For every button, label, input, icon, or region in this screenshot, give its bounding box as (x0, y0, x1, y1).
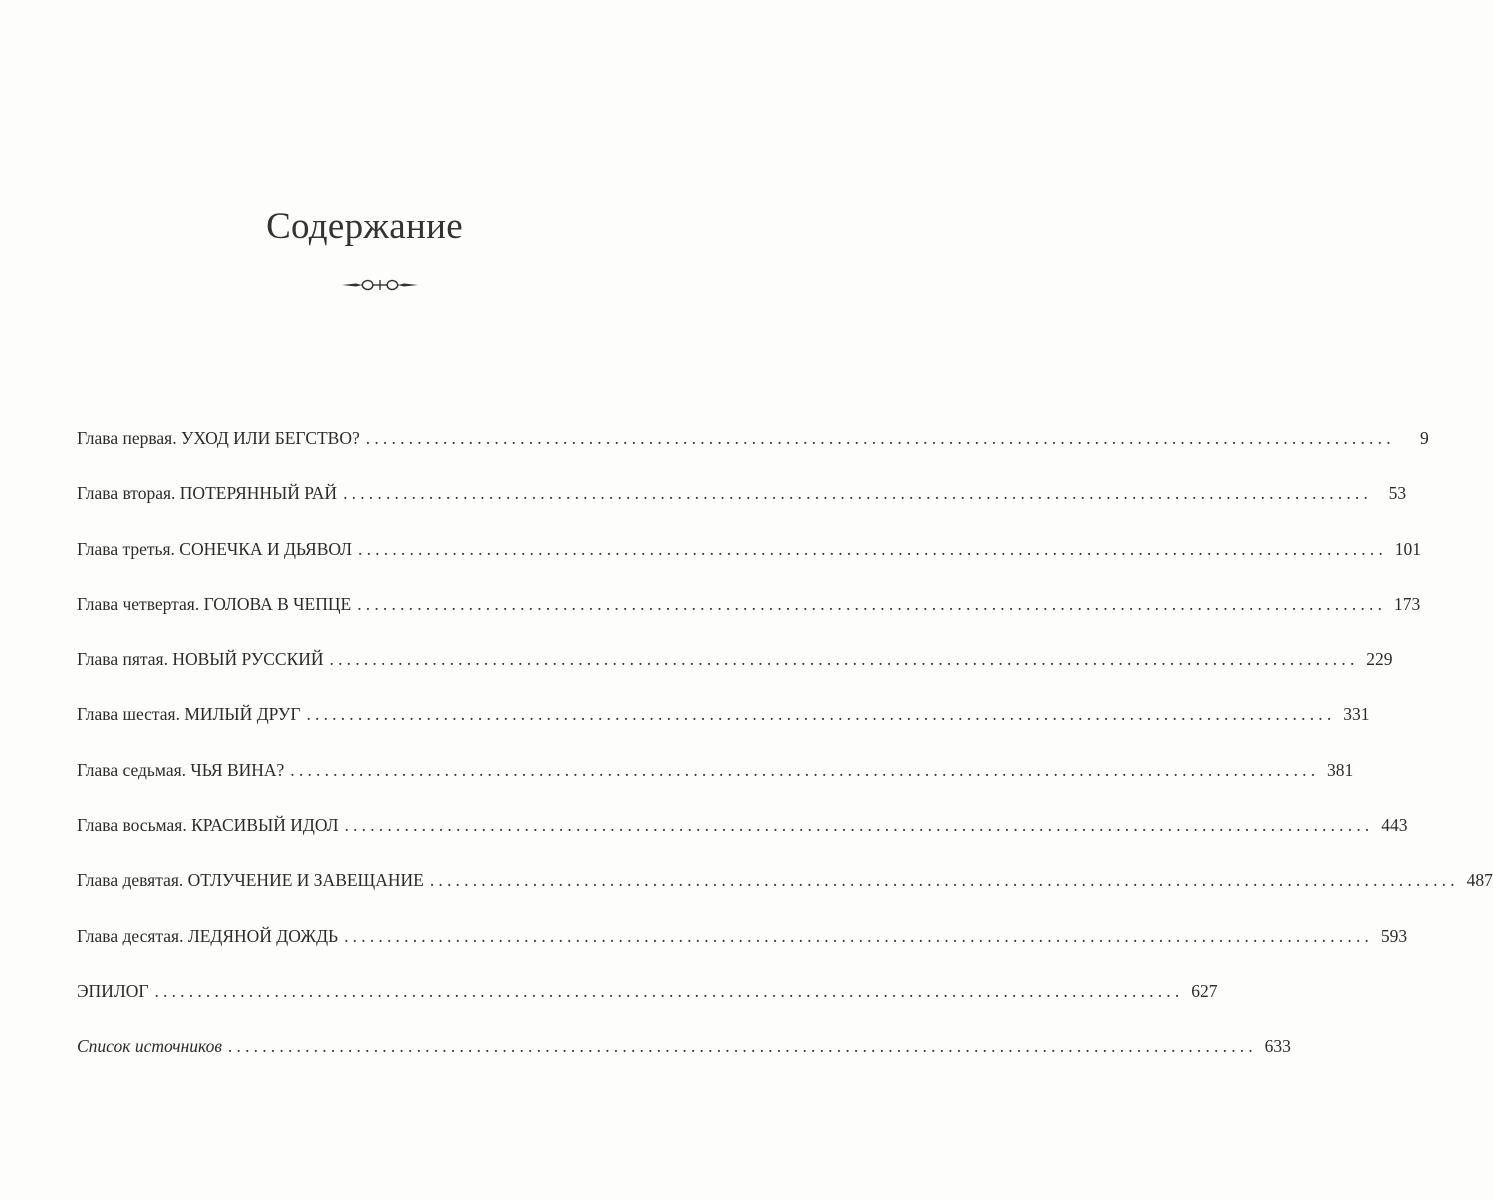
toc-entry-page: 229 (1366, 649, 1393, 670)
toc-entry[interactable] (77, 704, 1370, 759)
toc-entry[interactable] (77, 428, 1429, 483)
dot-leader: ........................................................................................................................ (227, 1036, 1257, 1057)
dot-leader: ........................................................................................................................ (154, 980, 1184, 1001)
toc-entry-title: ЭПИЛОГ (77, 980, 149, 1001)
toc-entry-page: 487 (1466, 870, 1493, 891)
dot-leader: ........................................................................................................................ (344, 815, 1374, 836)
ornament-divider-icon (342, 276, 418, 294)
toc-entry[interactable] (77, 483, 1407, 538)
dot-leader: ........................................................................................................................ (343, 483, 1373, 504)
dot-leader: ........................................................................................................................ (344, 925, 1374, 946)
toc-entry-page: 53 (1388, 483, 1407, 504)
toc-entry[interactable] (77, 815, 1408, 870)
toc-entry[interactable] (77, 538, 1422, 594)
toc-entry-title: Глава девятая. ОТЛУЧЕНИЕ И ЗАВЕЩАНИЕ (77, 870, 424, 891)
dot-leader: ........................................................................................................................ (290, 759, 1320, 780)
toc-entry-page: 443 (1381, 815, 1408, 836)
toc-entry[interactable] (77, 870, 1493, 925)
toc-entry-title: Глава четвертая. ГОЛОВА В ЧЕПЦЕ (77, 593, 352, 614)
toc-entry-title: Глава третья. СОНЕЧКА И ДЬЯВОЛ (77, 538, 353, 559)
toc-entry-page: 9 (1420, 428, 1429, 448)
toc-entry[interactable] (77, 1036, 1291, 1091)
dot-leader: ........................................................................................................................ (357, 593, 1387, 614)
dot-leader: ........................................................................................................................ (429, 870, 1459, 891)
dot-leader: ........................................................................................................................ (358, 538, 1388, 559)
toc-entry[interactable] (77, 759, 1354, 815)
dot-leader: ........................................................................................................................ (329, 649, 1359, 670)
page-title: Содержание (266, 206, 463, 247)
toc-entry-title: Глава десятая. ЛЕДЯНОЙ ДОЖДЬ (77, 925, 339, 946)
toc-entry-title: Глава первая. УХОД ИЛИ БЕГСТВО? (77, 428, 360, 448)
toc-entry-title: Глава шестая. МИЛЫЙ ДРУГ (77, 704, 301, 725)
toc-entry[interactable] (77, 593, 1421, 649)
toc-entry-title: Глава седьмая. ЧЬЯ ВИНА? (77, 759, 285, 780)
toc-entry-title: Глава пятая. НОВЫЙ РУССКИЙ (77, 649, 324, 670)
toc-entry[interactable] (77, 925, 1408, 981)
dot-leader: ........................................................................................................................ (306, 704, 1336, 725)
toc-entry-page: 101 (1394, 538, 1422, 559)
toc-entry[interactable] (77, 980, 1218, 1036)
dot-leader: ........................................................................................................................ (365, 428, 1395, 448)
toc-entry-page: 173 (1393, 593, 1421, 614)
toc-entry-page: 627 (1191, 980, 1218, 1001)
toc-entry-title: Глава восьмая. КРАСИВЫЙ ИДОЛ (77, 815, 339, 836)
toc-entry-page: 633 (1264, 1036, 1291, 1057)
toc-entry-title: Список источников (77, 1036, 222, 1057)
toc-entry[interactable] (77, 649, 1393, 704)
toc-entry-page: 381 (1327, 759, 1354, 780)
toc-entry-page: 593 (1380, 925, 1408, 946)
table-of-contents (77, 428, 1493, 1092)
toc-entry-title: Глава вторая. ПОТЕРЯННЫЙ РАЙ (77, 483, 338, 504)
toc-entry-page: 331 (1343, 704, 1370, 725)
